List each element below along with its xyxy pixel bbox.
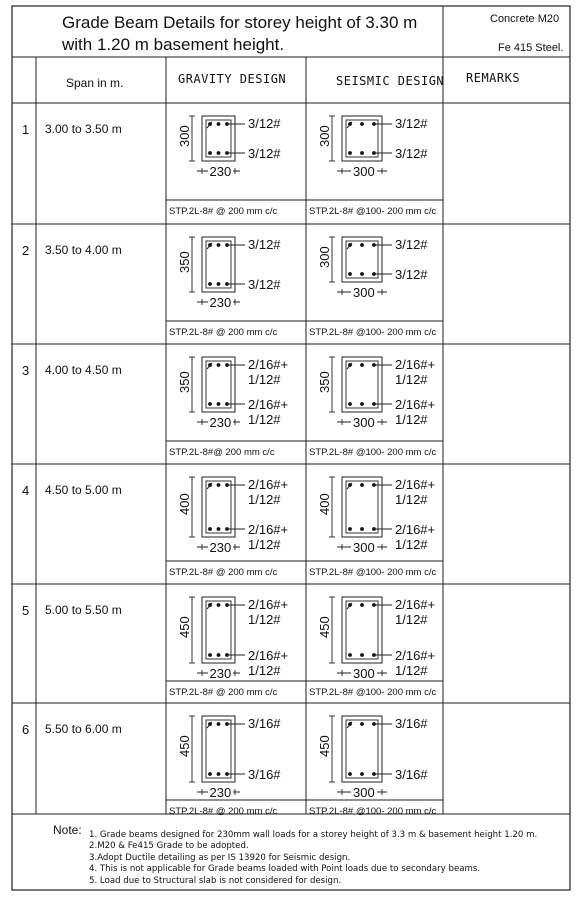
row-4-gravity-top-bar-label: 2/16#+ [248, 477, 289, 492]
row-4-gravity-bottom-bar [217, 527, 221, 531]
row-3-gravity-stirrup [206, 361, 231, 408]
row-4-seismic-top-bar [348, 483, 352, 487]
row-5-seismic-stirrup [346, 601, 378, 659]
concrete-grade: Concrete M20 [490, 13, 560, 25]
row-5-gravity-top-bar-label: 2/16#+ [248, 597, 289, 612]
row-4-seismic-bottom-bar-label: 1/12# [395, 537, 428, 552]
row-1-gravity-top-bar [208, 122, 212, 126]
row-1-seismic-top-bar-label: 3/12# [395, 116, 428, 131]
row-4-gravity-width-label: 230 [209, 540, 232, 555]
row-6-gravity-top-bar [208, 722, 212, 726]
row-2-gravity-top-bar [217, 243, 221, 247]
row-5-gravity-bottom-bar-label: 2/16#+ [248, 648, 289, 663]
row-1-gravity-top-bar-label: 3/12# [248, 116, 281, 131]
column-header-remarks: REMARKS [466, 71, 521, 85]
row-1-gravity-bottom-bar [208, 151, 212, 155]
row-1-seismic-top-bar [348, 122, 352, 126]
row-2-gravity-depth-label: 350 [177, 250, 192, 273]
row-6-seismic-bottom-bar-label: 3/16# [395, 767, 428, 782]
outer-border [12, 6, 570, 890]
row-6-seismic-top-bar [360, 722, 364, 726]
row-6-gravity-stirrup [206, 720, 231, 778]
row-4-gravity-top-bar [208, 483, 212, 487]
row-2-seismic-bottom-bar [348, 272, 352, 276]
row-6-seismic-top-bar [348, 722, 352, 726]
note-item: 5. Load due to Structural slab is not considered for design. [89, 875, 342, 886]
row-4-seismic-width-label: 300 [353, 540, 375, 555]
row-4-seismic-depth-label: 400 [317, 493, 332, 515]
row-2-seismic-top-bar-label: 3/12# [395, 237, 428, 252]
row-3-seismic-width-label: 300 [353, 415, 375, 430]
row-6-gravity-stirrup-spec: STP.2L-8# @ 200 mm c/c [169, 806, 278, 817]
row-1-gravity-bottom-bar-label: 3/12# [248, 146, 281, 161]
row-3-gravity-bottom-bar [217, 402, 221, 406]
row-6-gravity-depth-label: 450 [177, 735, 192, 757]
row-5-seismic-top-bar [360, 603, 364, 607]
row-5-gravity-width-label: 230 [209, 666, 232, 681]
row-2-gravity-width-label: 230 [209, 295, 232, 310]
row-3-seismic-top-bar-label: 1/12# [395, 372, 428, 387]
row-2-seismic-bottom-bar-label: 3/12# [395, 267, 428, 282]
row-5-seismic-stirrup-spec: STP.2L-8# @100- 200 mm c/c [309, 687, 437, 698]
row-4-gravity-bottom-bar-label: 1/12# [248, 537, 281, 552]
row-2-gravity-stirrup-spec: STP.2L-8# @ 200 mm c/c [169, 327, 278, 338]
row-6-seismic-top-bar-label: 3/16# [395, 716, 428, 731]
row-6-span: 5.50 to 6.00 m [45, 722, 122, 736]
row-2-seismic-top-bar [348, 243, 352, 247]
row-3-gravity-top-bar-label: 1/12# [248, 372, 281, 387]
row-6-number: 6 [22, 722, 30, 737]
row-5-gravity-bottom-bar [208, 653, 212, 657]
row-5-seismic-top-bar-label: 2/16#+ [395, 597, 436, 612]
row-3-number: 3 [22, 363, 30, 378]
row-5-seismic-top-bar [348, 603, 352, 607]
row-1-gravity-top-bar [217, 122, 221, 126]
sheet-title-line2: with 1.20 m basement height. [62, 35, 285, 54]
row-6-gravity-top-bar [217, 722, 221, 726]
row-1-seismic-top-bar [360, 122, 364, 126]
row-1-seismic-stirrup-spec: STP.2L-8# @100- 200 mm c/c [309, 206, 437, 217]
note-item: 2.M20 & Fe415 Grade to be adopted. [89, 841, 249, 852]
row-6-seismic-stirrup-spec: STP.2L-8# @100- 200 mm c/c [309, 806, 437, 817]
row-1-seismic-width-label: 300 [353, 164, 375, 179]
row-2-gravity-top-bar [208, 243, 212, 247]
row-5-gravity-top-bar-label: 1/12# [248, 612, 281, 627]
row-4-span: 4.50 to 5.00 m [45, 483, 122, 497]
row-4-gravity-bottom-bar [208, 527, 212, 531]
row-3-seismic-depth-label: 350 [317, 370, 332, 393]
row-6-gravity-bottom-bar [217, 772, 221, 776]
note-item: 3.Adopt Ductile detailing as per IS 13920 for Seismic design. [89, 852, 351, 863]
row-5-gravity-top-bar [208, 603, 212, 607]
row-5-seismic-bottom-bar [348, 653, 352, 657]
row-4-gravity-depth-label: 400 [177, 493, 192, 515]
row-3-seismic-top-bar-label: 2/16#+ [395, 357, 436, 372]
row-3-seismic-stirrup-spec: STP.2L-8# @100- 200 mm c/c [309, 447, 437, 458]
row-3-seismic-top-bar [360, 363, 364, 367]
row-5-seismic-bottom-bar [360, 653, 364, 657]
row-1-gravity-stirrup-spec: STP.2L-8# @ 200 mm c/c [169, 206, 278, 217]
row-4-seismic-bottom-bar [360, 527, 364, 531]
row-4-seismic-top-bar-label: 2/16#+ [395, 477, 436, 492]
row-5-gravity-bottom-bar [217, 653, 221, 657]
row-3-seismic-bottom-bar [348, 402, 352, 406]
row-3-gravity-top-bar [208, 363, 212, 367]
row-2-seismic-stirrup-spec: STP.2L-8# @100- 200 mm c/c [309, 327, 437, 338]
row-3-seismic-bottom-bar-label: 1/12# [395, 412, 428, 427]
row-2-gravity-bottom-bar-label: 3/12# [248, 277, 281, 292]
row-1-span: 3.00 to 3.50 m [45, 122, 122, 136]
row-5-number: 5 [22, 603, 30, 618]
column-header-span: Span in m. [66, 76, 124, 90]
row-5-seismic-bottom-bar-label: 1/12# [395, 663, 428, 678]
row-6-seismic-width-label: 300 [353, 785, 375, 800]
row-3-gravity-top-bar [217, 363, 221, 367]
row-5-gravity-top-bar [217, 603, 221, 607]
note-item: 4. This is not applicable for Grade beams loaded with Point loads due to secondary beams. [89, 864, 481, 875]
row-3-gravity-top-bar-label: 2/16#+ [248, 357, 289, 372]
row-6-gravity-width-label: 230 [209, 785, 232, 800]
row-4-seismic-bottom-bar-label: 2/16#+ [395, 522, 436, 537]
row-5-seismic-width-label: 300 [353, 666, 375, 681]
row-2-seismic-bottom-bar [360, 272, 364, 276]
column-header-gravity: GRAVITY DESIGN [178, 72, 287, 86]
row-3-seismic-stirrup [346, 361, 378, 408]
notes-list [89, 830, 537, 887]
row-2-number: 2 [22, 243, 30, 258]
row-5-seismic-depth-label: 450 [317, 616, 332, 638]
row-5-seismic-top-bar-label: 1/12# [395, 612, 428, 627]
notes-label: Note: [53, 823, 82, 837]
row-1-seismic-depth-label: 300 [317, 124, 332, 147]
row-2-seismic-depth-label: 300 [317, 245, 332, 268]
row-4-seismic-top-bar [360, 483, 364, 487]
row-4-gravity-stirrup [206, 481, 231, 533]
row-1-seismic-bottom-bar-label: 3/12# [395, 146, 428, 161]
row-3-gravity-bottom-bar-label: 1/12# [248, 412, 281, 427]
row-3-gravity-depth-label: 350 [177, 370, 192, 393]
row-2-gravity-bottom-bar [208, 282, 212, 286]
row-6-gravity-top-bar-label: 3/16# [248, 716, 281, 731]
row-5-gravity-beam-outline [202, 597, 235, 663]
column-header-seismic: SEISMIC DESIGN [336, 74, 445, 88]
row-1-number: 1 [22, 122, 30, 137]
row-4-gravity-stirrup-spec: STP.2L-8# @ 200 mm c/c [169, 567, 278, 578]
row-4-gravity-top-bar-label: 1/12# [248, 492, 281, 507]
row-3-seismic-bottom-bar [360, 402, 364, 406]
row-5-gravity-depth-label: 450 [177, 616, 192, 638]
row-4-gravity-top-bar [217, 483, 221, 487]
row-1-gravity-width-label: 230 [209, 164, 232, 179]
row-2-gravity-stirrup [206, 241, 231, 288]
sheet-title-line1: Grade Beam Details for storey height of 3.30 m [62, 13, 418, 32]
row-6-seismic-bottom-bar [360, 772, 364, 776]
row-6-gravity-bottom-bar-label: 3/16# [248, 767, 281, 782]
row-3-gravity-stirrup-spec: STP.2L-8#@ 200 mm c/c [169, 447, 275, 458]
row-6-gravity-bottom-bar [208, 772, 212, 776]
row-4-number: 4 [22, 483, 30, 498]
steel-grade: Fe 415 Steel. [498, 42, 564, 54]
row-1-gravity-bottom-bar [217, 151, 221, 155]
row-6-seismic-stirrup [346, 720, 378, 778]
row-2-seismic-top-bar [360, 243, 364, 247]
row-5-gravity-stirrup-spec: STP.2L-8# @ 200 mm c/c [169, 687, 278, 698]
row-6-seismic-bottom-bar [348, 772, 352, 776]
row-4-seismic-stirrup [346, 481, 378, 533]
row-6-gravity-beam-outline [202, 716, 235, 782]
row-6-seismic-depth-label: 450 [317, 735, 332, 757]
row-2-span: 3.50 to 4.00 m [45, 243, 122, 257]
row-4-gravity-bottom-bar-label: 2/16#+ [248, 522, 289, 537]
row-3-span: 4.00 to 4.50 m [45, 363, 122, 377]
row-2-seismic-width-label: 300 [353, 285, 375, 300]
row-1-seismic-bottom-bar [348, 151, 352, 155]
row-5-gravity-bottom-bar-label: 1/12# [248, 663, 281, 678]
row-3-gravity-bottom-bar-label: 2/16#+ [248, 397, 289, 412]
row-5-span: 5.00 to 5.50 m [45, 603, 122, 617]
row-3-seismic-bottom-bar-label: 2/16#+ [395, 397, 436, 412]
row-1-gravity-depth-label: 300 [177, 124, 192, 147]
row-4-seismic-top-bar-label: 1/12# [395, 492, 428, 507]
row-1-seismic-bottom-bar [360, 151, 364, 155]
row-2-gravity-bottom-bar [217, 282, 221, 286]
note-item: 1. Grade beams designed for 230mm wall loads for a storey height of 3.3 m & basement height 1.20 m. [89, 830, 538, 840]
row-3-seismic-top-bar [348, 363, 352, 367]
row-3-gravity-width-label: 230 [209, 415, 232, 430]
row-4-seismic-stirrup-spec: STP.2L-8# @100- 200 mm c/c [309, 567, 437, 578]
row-5-seismic-beam-outline [342, 597, 382, 663]
row-2-gravity-top-bar-label: 3/12# [248, 237, 281, 252]
row-4-seismic-bottom-bar [348, 527, 352, 531]
row-3-gravity-bottom-bar [208, 402, 212, 406]
row-6-seismic-beam-outline [342, 716, 382, 782]
row-5-gravity-stirrup [206, 601, 231, 659]
row-5-seismic-bottom-bar-label: 2/16#+ [395, 648, 436, 663]
